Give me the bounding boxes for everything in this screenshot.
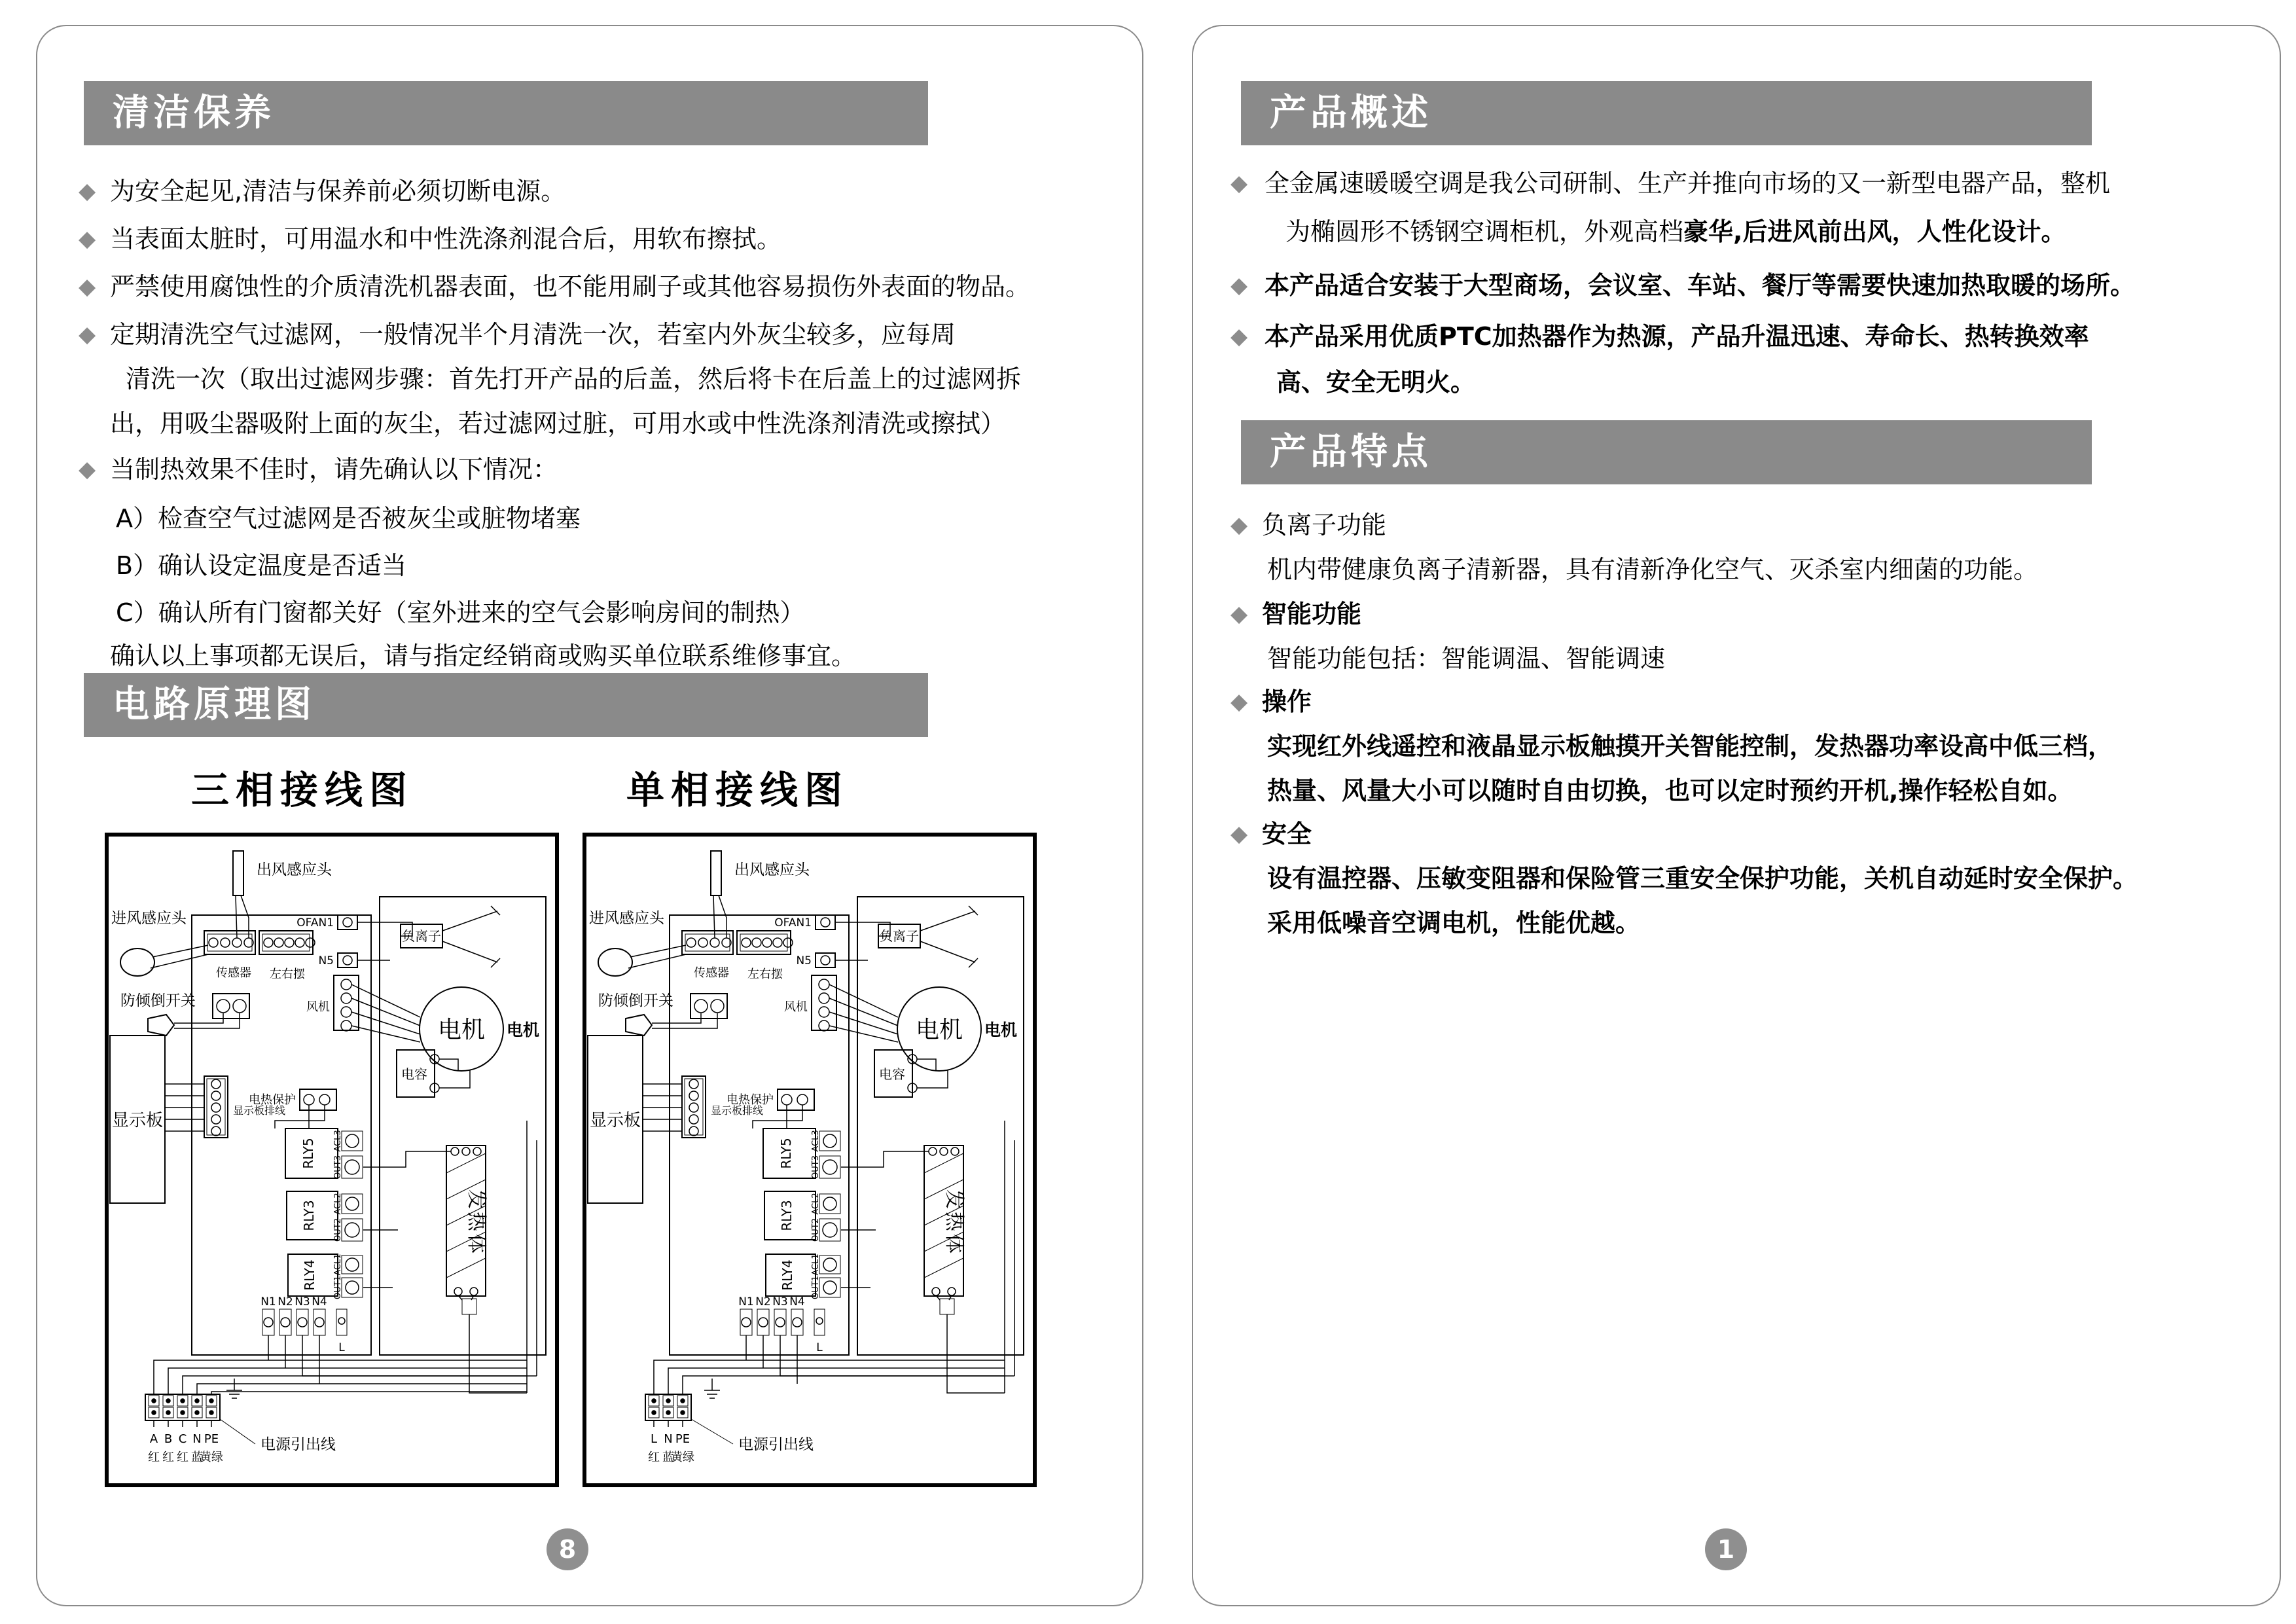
power-lead-label: 电源引出线 [260,1436,336,1453]
maintenance-bullet: 严禁使用腐蚀性的介质清洗机器表面，也不能用刷子或其他容易损伤外表面的物品。 [110,272,1031,301]
bullet-icon: ◆ [79,178,96,204]
terminal-n3-label: N3 [295,1295,310,1308]
feature-body: 实现红外线遥控和液晶显示板触摸开关智能控制，发热器功率设高中低三档， [1267,732,2113,761]
rly3-label: RLY3 [301,1200,317,1231]
wiring-diagram [105,833,559,1487]
overview-bullet: 全金属速暖暖空调是我公司研制、生产并推向市场的又一新型电器产品，整机 [1265,169,2111,198]
bullet-icon: ◆ [79,226,96,252]
out2-label: OUT2 [811,1218,821,1242]
maintenance-bullet: 定期清洗空气过滤网，一般情况半个月清洗一次，若室内外灰尘较多，应每周 [110,320,956,349]
acl2-label: ACL2 [811,1193,821,1215]
section-header-overview [1241,81,2092,145]
terminal-n4-label: N4 [789,1295,805,1308]
section-title: 产品特点 [1270,431,1432,473]
bullet-icon: ◆ [1230,170,1248,196]
rly5-label: RLY5 [300,1138,316,1169]
feature-head-smart: 智能功能 [1262,600,1362,628]
rly4-label: RLY4 [780,1259,795,1291]
ofan1-label: OFAN1 [296,916,334,929]
display-board-label: 显示板 [111,1111,164,1130]
maintenance-bullet: 当制热效果不佳时，请先确认以下情况： [110,455,558,484]
feature-body: 设有温控器、压敏变阻器和保险管三重安全保护功能，关机自动延时安全保护。 [1267,864,2138,893]
rly3-label: RLY3 [779,1200,795,1231]
display-board [110,1036,285,1203]
page-right [1192,25,2281,1606]
closing-note: 确认以上事项都无误后，请与指定经销商或购买单位联系维修事宜。 [110,641,857,670]
swing-connector [259,931,315,954]
out2-label: OUT2 [333,1218,343,1242]
overview-bullet: 本产品采用优质PTC加热器作为热源，产品升温迅速、寿命长、热转换效率 [1265,322,2089,351]
terminal-l-label: L [816,1341,823,1354]
ofan1-terminal [774,915,890,936]
out3-label: OUT3 [333,1155,343,1179]
n5-label: N5 [796,954,812,967]
bullet-icon: ◆ [79,274,96,300]
ground-symbol [226,1379,242,1398]
feature-head-safety: 安全 [1262,820,1312,848]
power-terminal-label: A [149,1432,158,1446]
relay-rly3 [287,1191,398,1242]
diagram-border [584,835,1035,1485]
negative-ion-generator [878,906,978,967]
check-item-c: C）确认所有门窗都关好（室外进来的空气会影响房间的制热） [116,598,805,627]
sensor-label: 传感器 [216,966,251,980]
power-terminal-label: PE [204,1432,219,1446]
power-terminal-label: PE [675,1432,691,1446]
terminal-n4-label: N4 [312,1295,327,1308]
single-phase-diagram [583,833,1037,1487]
acl1-label: ACL1 [811,1254,821,1276]
inlet-air-sensor [111,910,208,976]
maintenance-bullet: 为安全起见,清洁与保养前必须切断电源。 [110,177,566,206]
power-terminal-label: B [164,1432,173,1446]
acl3-label: ACL3 [811,1130,821,1152]
page-number: 1 [1705,1528,1747,1570]
maintenance-bullet-wrap: 清洗一次（取出过滤网步骤：首先打开产品的后盖，然后将卡在后盖上的过滤网拆 [126,365,1022,393]
anti-tip-label: 防倾倒开关 [598,992,673,1009]
section-header-features [1241,420,2092,484]
feature-body: 智能功能包括：智能调温、智能调速 [1267,644,1666,673]
capacitor-label: 电容 [401,1066,427,1082]
out1-label: OUT1 [333,1276,343,1299]
acl3-label: ACL3 [333,1130,343,1152]
section-title: 清洁保养 [113,92,275,134]
power-terminal-block [145,1360,527,1464]
motor-label: 电机 [915,1017,963,1043]
display-cable-label: 显示板排线 [711,1104,764,1117]
fan-label: 风机 [784,1000,808,1014]
bullet-icon: ◆ [1230,821,1248,847]
ofan1-terminal [296,915,412,936]
motor [897,987,1017,1071]
capacitor [874,1050,948,1097]
neg-ion-label: 负离子 [880,928,919,944]
bullet-icon: ◆ [1230,272,1248,298]
rly4-label: RLY4 [302,1259,317,1291]
power-terminal-label: N [192,1432,202,1446]
sensor-connector [682,931,733,954]
overview-text-bold: 豪华,后进风前出风，人性化设计。 [1683,217,2066,246]
section-title: 产品概述 [1270,92,1432,134]
terminal-n1-label: N1 [260,1295,276,1308]
overview-bullet-wrap: 高、安全无明火。 [1276,368,1476,397]
relay-rly4 [766,1254,870,1299]
page-number: 8 [547,1528,588,1570]
bullet-icon: ◆ [1230,601,1248,627]
power-terminal-wire-color: 蓝 [662,1451,674,1464]
maintenance-bullet: 当表面太脏时，可用温水和中性洗涤剂混合后，用软布擦拭。 [110,225,782,253]
rly5-label: RLY5 [778,1138,794,1169]
terminal-l-label: L [338,1341,345,1354]
ofan1-label: OFAN1 [774,916,812,929]
out3-label: OUT3 [811,1155,821,1179]
display-cable-label: 显示板排线 [233,1104,286,1117]
bullet-icon: ◆ [79,321,96,348]
power-terminal-label: N [664,1432,673,1446]
swing-connector [737,931,793,954]
bullet-icon: ◆ [1230,323,1248,350]
fan-connector [784,975,898,1042]
feature-body: 机内带健康负离子清新器，具有清新净化空气、灭杀室内细菌的功能。 [1267,555,2039,584]
swing-label: 左右摆 [747,967,783,981]
neutral-terminal-row [260,1295,347,1384]
page-left [36,25,1143,1606]
fan-label: 风机 [306,1000,330,1014]
diagram-title-three-phase: 三相接线图 [190,768,414,812]
power-terminal-wire-color: 红 [148,1451,160,1464]
check-item-a: A）检查空气过滤网是否被灰尘或脏物堵塞 [116,504,581,533]
anti-tip-switch [120,992,249,1036]
acl1-label: ACL1 [333,1254,343,1276]
check-item-b: B）确认设定温度是否适当 [116,551,407,580]
neg-ion-label: 负离子 [402,928,441,944]
n5-label: N5 [318,954,334,967]
heater-element [924,1146,1005,1393]
bullet-icon: ◆ [1230,689,1248,715]
fan-connector [306,975,420,1042]
negative-ion-generator [401,906,500,967]
heater-label: 发热体 [465,1189,488,1256]
overview-bullet-wrap [1285,214,2066,249]
terminal-n2-label: N2 [755,1295,771,1308]
diagram-border [107,835,557,1485]
capacitor [397,1050,470,1097]
ground-symbol [704,1379,720,1398]
power-terminal-wire-color: 黄绿 [200,1451,223,1464]
motor-bold-label: 电机 [984,1020,1018,1039]
relay-rly3 [764,1191,876,1242]
display-board [588,1036,763,1203]
display-board-label: 显示板 [589,1111,641,1130]
motor-label: 电机 [437,1017,486,1043]
sensor-label: 传感器 [694,966,729,980]
terminal-n3-label: N3 [772,1295,788,1308]
diagram-title-single-phase: 单相接线图 [626,768,849,812]
capacitor-label: 电容 [879,1066,905,1082]
wiring-diagram [583,833,1037,1487]
swing-label: 左右摆 [270,967,305,981]
feature-body: 热量、风量大小可以随时自由切换，也可以定时预约开机,操作轻松自如。 [1267,776,2073,805]
bullet-icon: ◆ [79,456,96,482]
motor [420,987,539,1071]
bullet-icon: ◆ [1230,512,1248,538]
inlet-sensor-label: 进风感应头 [111,910,187,927]
three-phase-diagram [105,833,559,1487]
power-terminal-wire-color: 红 [648,1451,660,1464]
power-terminal-label: L [650,1432,658,1446]
heat-protect-label: 电热保护 [249,1093,296,1107]
neutral-terminal-row [738,1295,825,1384]
power-terminal-wire-color: 红 [177,1451,188,1464]
overview-bullet: 本产品适合安装于大型商场，会议室、车站、餐厅等需要快速加热取暖的场所。 [1265,271,2136,300]
terminal-n2-label: N2 [278,1295,293,1308]
section-header-circuit [84,673,928,737]
out1-label: OUT1 [811,1276,821,1299]
inlet-air-sensor [589,910,686,976]
feature-head-operation: 操作 [1262,687,1312,716]
heat-protect-label: 电热保护 [726,1093,774,1107]
outlet-sensor-label: 出风感应头 [257,861,332,878]
relay-rly4 [288,1254,393,1299]
motor-bold-label: 电机 [507,1020,540,1039]
section-header-cleaning [84,81,928,145]
power-terminal-label: C [178,1432,187,1446]
section-title: 电路原理图 [113,683,315,726]
relay-rly5 [285,1128,451,1179]
power-lead-label: 电源引出线 [738,1436,814,1453]
anti-tip-label: 防倾倒开关 [120,992,196,1009]
sensor-connector [204,931,255,954]
acl2-label: ACL2 [333,1193,343,1215]
power-terminal-wire-color: 红 [162,1451,174,1464]
anti-tip-switch [598,992,727,1036]
heater-label: 发热体 [942,1189,965,1256]
feature-body: 采用低噪音空调电机，性能优越。 [1267,909,1641,937]
inlet-sensor-label: 进风感应头 [589,910,664,927]
power-terminal-wire-color: 黄绿 [671,1451,694,1464]
heater-element [446,1146,527,1393]
relay-rly5 [763,1128,929,1179]
power-terminal-block [645,1360,1005,1464]
outlet-sensor-label: 出风感应头 [734,861,810,878]
feature-head-negion: 负离子功能 [1262,511,1387,539]
terminal-n1-label: N1 [738,1295,754,1308]
overview-text: 为椭圆形不锈钢空调柜机，外观高档 [1285,217,1684,246]
power-terminal-wire-color: 蓝 [191,1451,203,1464]
maintenance-bullet-wrap: 出，用吸尘器吸附上面的灰尘，若过滤网过脏，可用水或中性洗涤剂清洗或擦拭） [110,409,1006,438]
